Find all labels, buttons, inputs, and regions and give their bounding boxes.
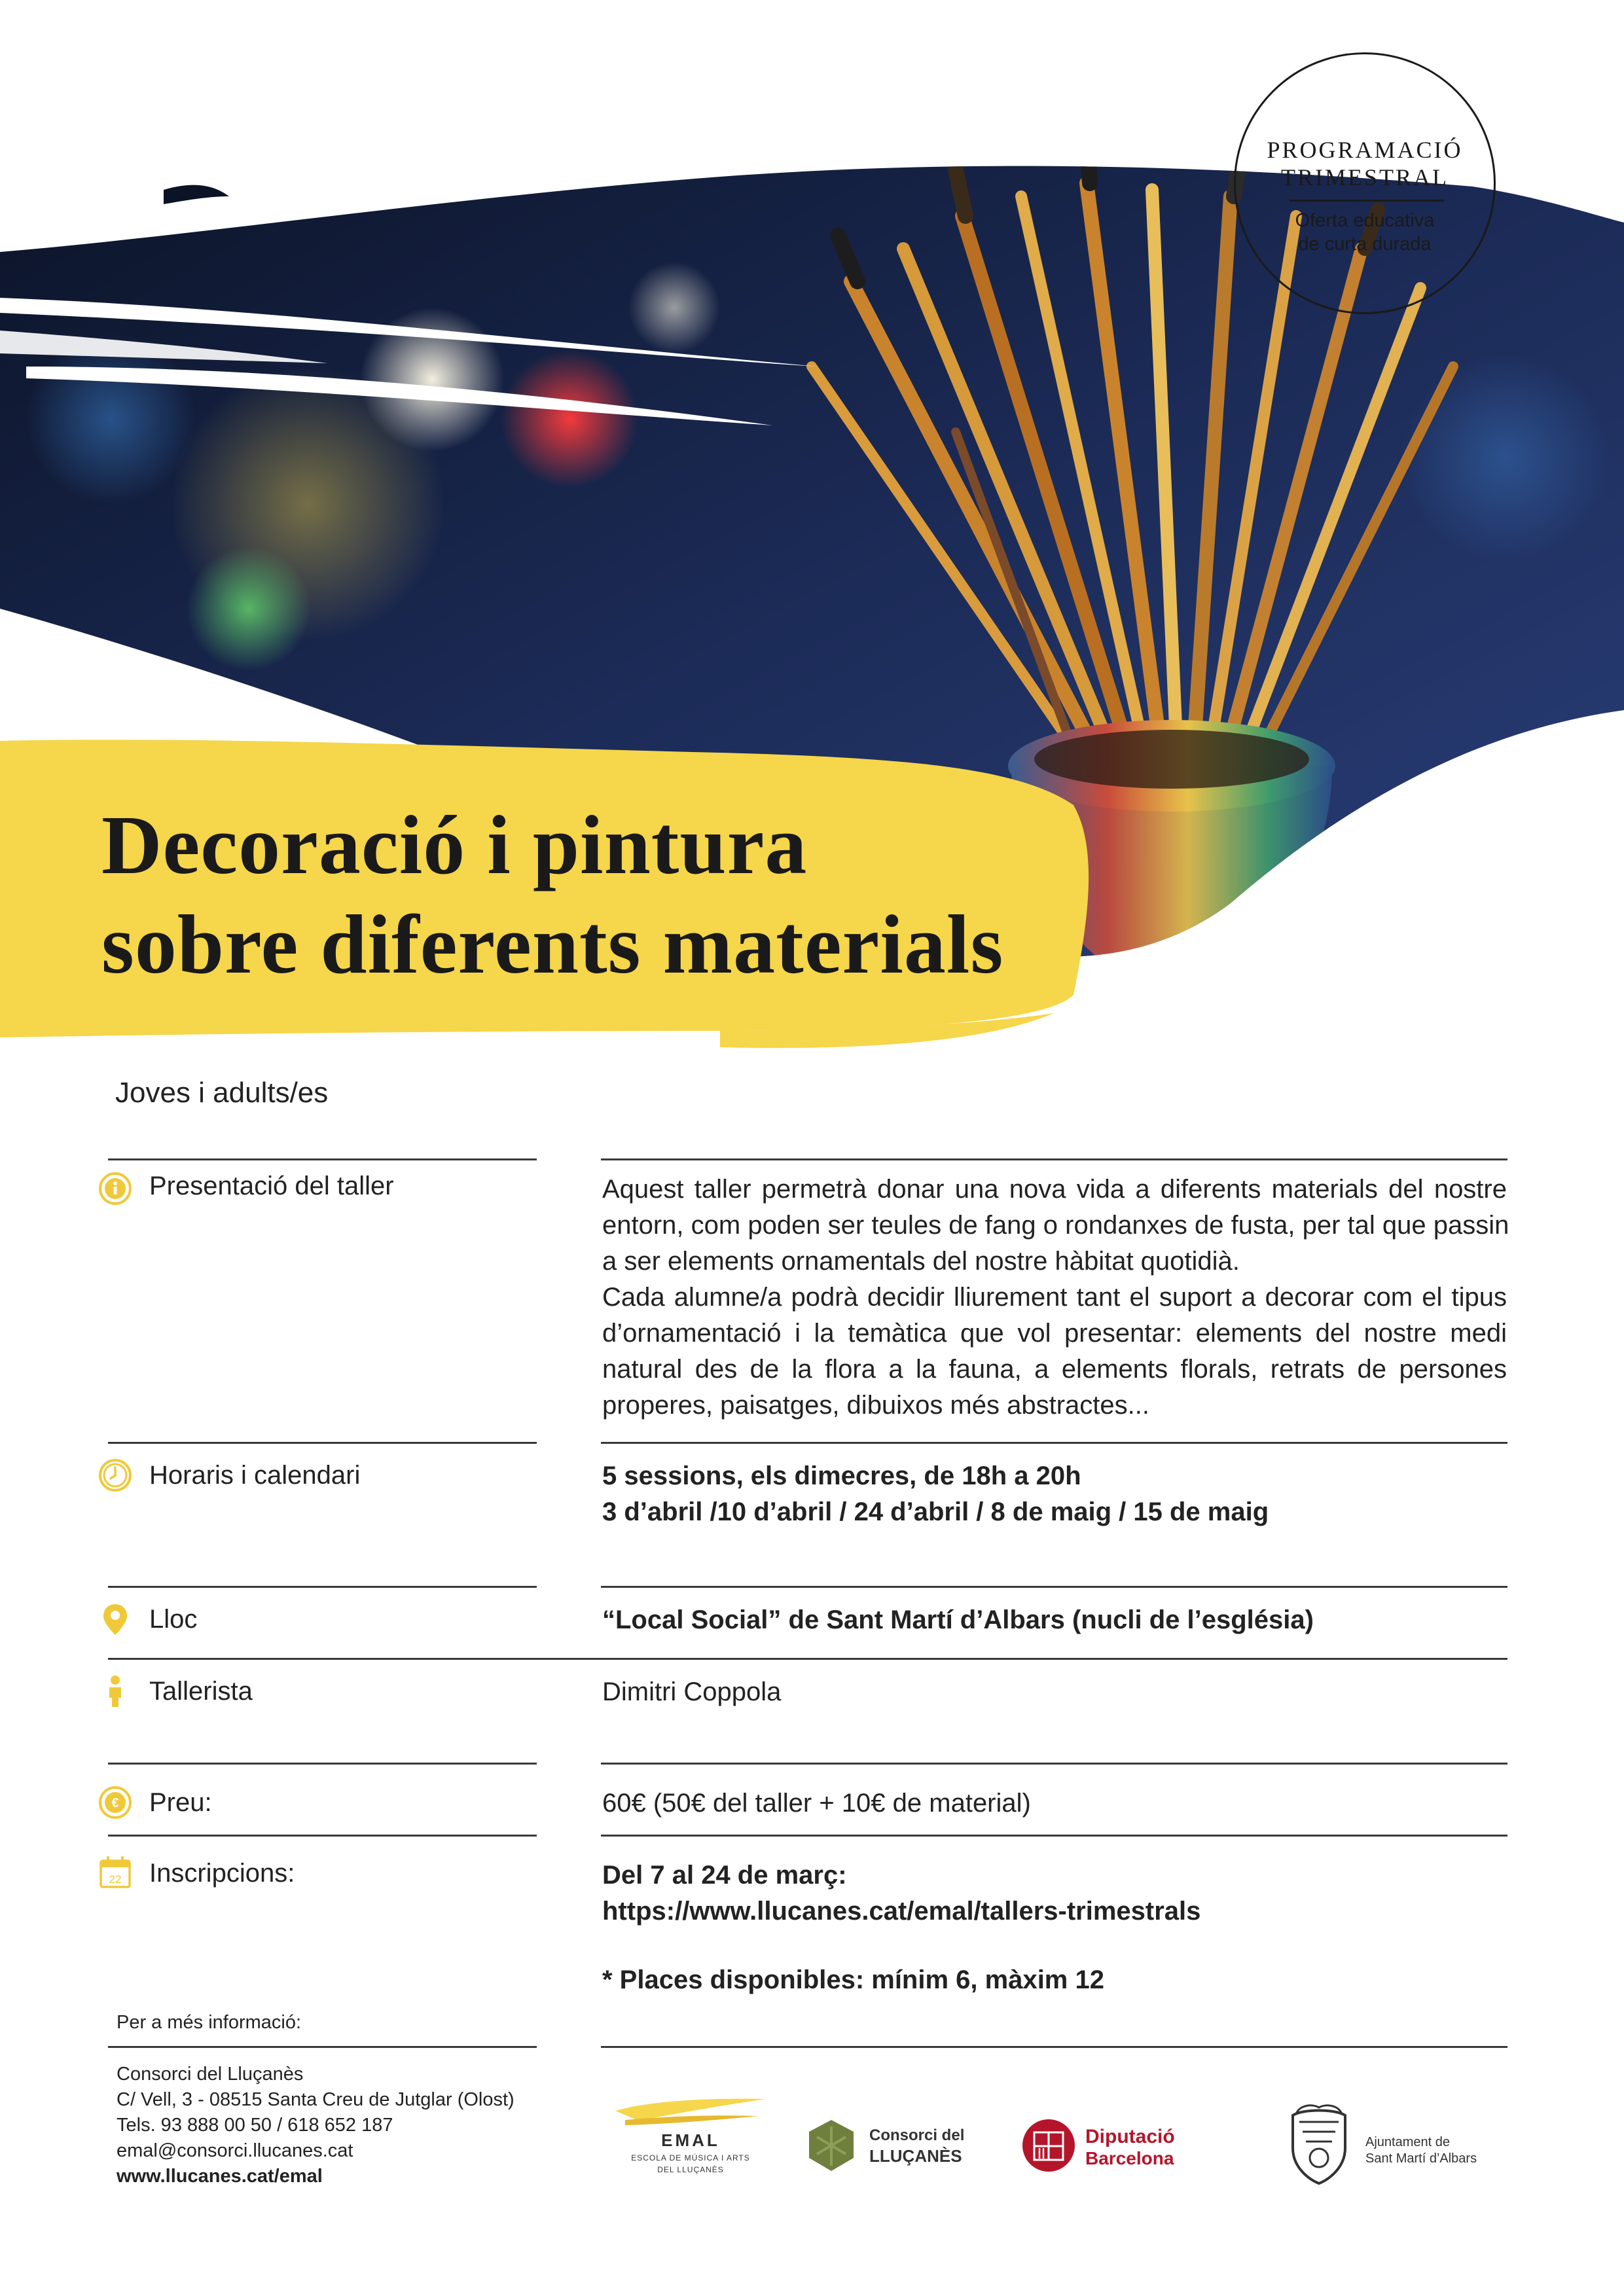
presentacio-line: properes, paisatges, dibuixos més abstractes...: [602, 1391, 1149, 1420]
divider: [108, 1658, 1507, 1660]
presentacio-label: Presentació del taller: [149, 1172, 394, 1200]
diputacio-line2: Barcelona: [1085, 2148, 1174, 2168]
ajuntament-logo: [1283, 2102, 1499, 2187]
svg-text:€: €: [111, 1796, 119, 1810]
contact-block: [117, 2062, 514, 2189]
divider: [108, 2046, 537, 2048]
lloc-label: Lloc: [149, 1605, 198, 1634]
divider: [108, 1835, 537, 1837]
presentacio-line: Aquest taller permetrà donar una nova vida a diferents materials del nostre: [602, 1175, 1507, 1204]
more-info-heading: Per a més informació:: [117, 2012, 302, 2033]
divider: [601, 2046, 1507, 2048]
tallerista-label: Tallerista: [149, 1677, 253, 1706]
ajuntament-line1: Ajuntament de: [1365, 2135, 1450, 2149]
badge-title: PROGRAMACIÓ TRIMESTRAL: [1267, 137, 1463, 190]
inscripcions-dates: Del 7 al 24 de març:: [602, 1861, 847, 1890]
contact-org: Consorci del Lluçanès: [117, 2064, 304, 2085]
diputacio-emblem-icon: [1021, 2118, 1076, 2173]
calendar-icon: [98, 1856, 132, 1890]
title-line-1: Decoració i pintura: [101, 798, 808, 891]
inscripcions-url[interactable]: https://www.llucanes.cat/emal/tallers-trimestrals: [602, 1897, 1201, 1926]
presentacio-line: d’ornamentació i la temàtica que vol presentar: elements del nostre medi: [602, 1319, 1507, 1348]
consorci-logo: [805, 2117, 982, 2176]
emal-brush-mark: [612, 2091, 769, 2130]
person-icon: [98, 1674, 132, 1708]
badge-divider: [1290, 200, 1444, 202]
emal-sub2: DEL LLUÇANÈS: [657, 2165, 724, 2174]
inscripcions-label: Inscripcions:: [149, 1859, 295, 1888]
ajuntament-shield-icon: [1283, 2102, 1355, 2186]
consorci-hexagon-icon: [805, 2117, 857, 2174]
horaris-dates: 3 d’abril /10 d’abril / 24 d’abril / 8 de maig / 15 de maig: [602, 1498, 1269, 1526]
location-pin-icon: [98, 1602, 132, 1636]
emal-logo: [612, 2091, 769, 2189]
preu-label: Preu:: [149, 1788, 212, 1817]
presentacio-line: natural des de la flora a la fauna, a elements florals, retrats de persones: [602, 1355, 1507, 1384]
presentacio-line: entorn, com poden ser teules de fang o rondanxes de fusta, per tal que passin: [602, 1211, 1509, 1240]
clock-icon: [98, 1458, 132, 1492]
diputacio-logo: [1021, 2114, 1191, 2179]
inscripcions-text: [602, 1857, 1507, 1929]
consorci-line2: LLUÇANÈS: [869, 2146, 962, 2166]
programacio-badge: [1234, 52, 1496, 314]
divider: [601, 1763, 1507, 1765]
presentacio-line: Cada alumne/a podrà decidir lliurement tant el suport a decorar com el tipus: [602, 1283, 1507, 1312]
places-note: * Places disponibles: mínim 6, màxim 12: [602, 1965, 1104, 1994]
page-title: [101, 795, 1214, 994]
tallerista-name: Dimitri Coppola: [602, 1677, 782, 1706]
horaris-text: [602, 1458, 1507, 1530]
divider: [108, 1586, 537, 1588]
divider: [601, 1442, 1507, 1444]
diputacio-line1: Diputació: [1085, 2126, 1175, 2147]
emal-sub1: ESCOLA DE MÚSICA I ARTS: [631, 2153, 750, 2162]
audience-label: Joves i adults/es: [115, 1077, 329, 1109]
contact-email[interactable]: emal@consorci.llucanes.cat: [117, 2140, 353, 2161]
presentacio-line: a ser elements ornamentals del nostre hàbitat quotidià.: [602, 1247, 1240, 1276]
divider: [108, 1158, 537, 1160]
title-line-2: sobre diferents materials: [101, 898, 1004, 991]
divider: [108, 1442, 537, 1444]
divider: [601, 1158, 1507, 1160]
divider: [108, 1763, 537, 1765]
horaris-sessions: 5 sessions, els dimecres, de 18h a 20h: [602, 1462, 1081, 1490]
badge-subtitle: Oferta educativa de curta durada: [1295, 210, 1435, 255]
euro-icon: [98, 1785, 132, 1820]
presentacio-text: [602, 1172, 1507, 1424]
divider: [601, 1835, 1507, 1837]
calendar-day: 22: [109, 1873, 122, 1886]
contact-address: C/ Vell, 3 - 08515 Santa Creu de Jutglar (Olost): [117, 2089, 514, 2110]
horaris-label: Horaris i calendari: [149, 1461, 361, 1490]
info-icon: [98, 1172, 132, 1206]
contact-phones: Tels. 93 888 00 50 / 618 652 187: [117, 2115, 393, 2136]
preu-text: 60€ (50€ del taller + 10€ de material): [602, 1789, 1031, 1818]
consorci-line1: Consorci del: [869, 2126, 965, 2144]
lloc-text: “Local Social” de Sant Martí d’Albars (nucli de l’església): [602, 1605, 1314, 1634]
ajuntament-line2: Sant Martí d’Albars: [1365, 2151, 1477, 2166]
divider: [601, 1586, 1507, 1588]
emal-name: EMAL: [661, 2130, 720, 2150]
contact-website[interactable]: www.llucanes.cat/emal: [117, 2166, 323, 2187]
